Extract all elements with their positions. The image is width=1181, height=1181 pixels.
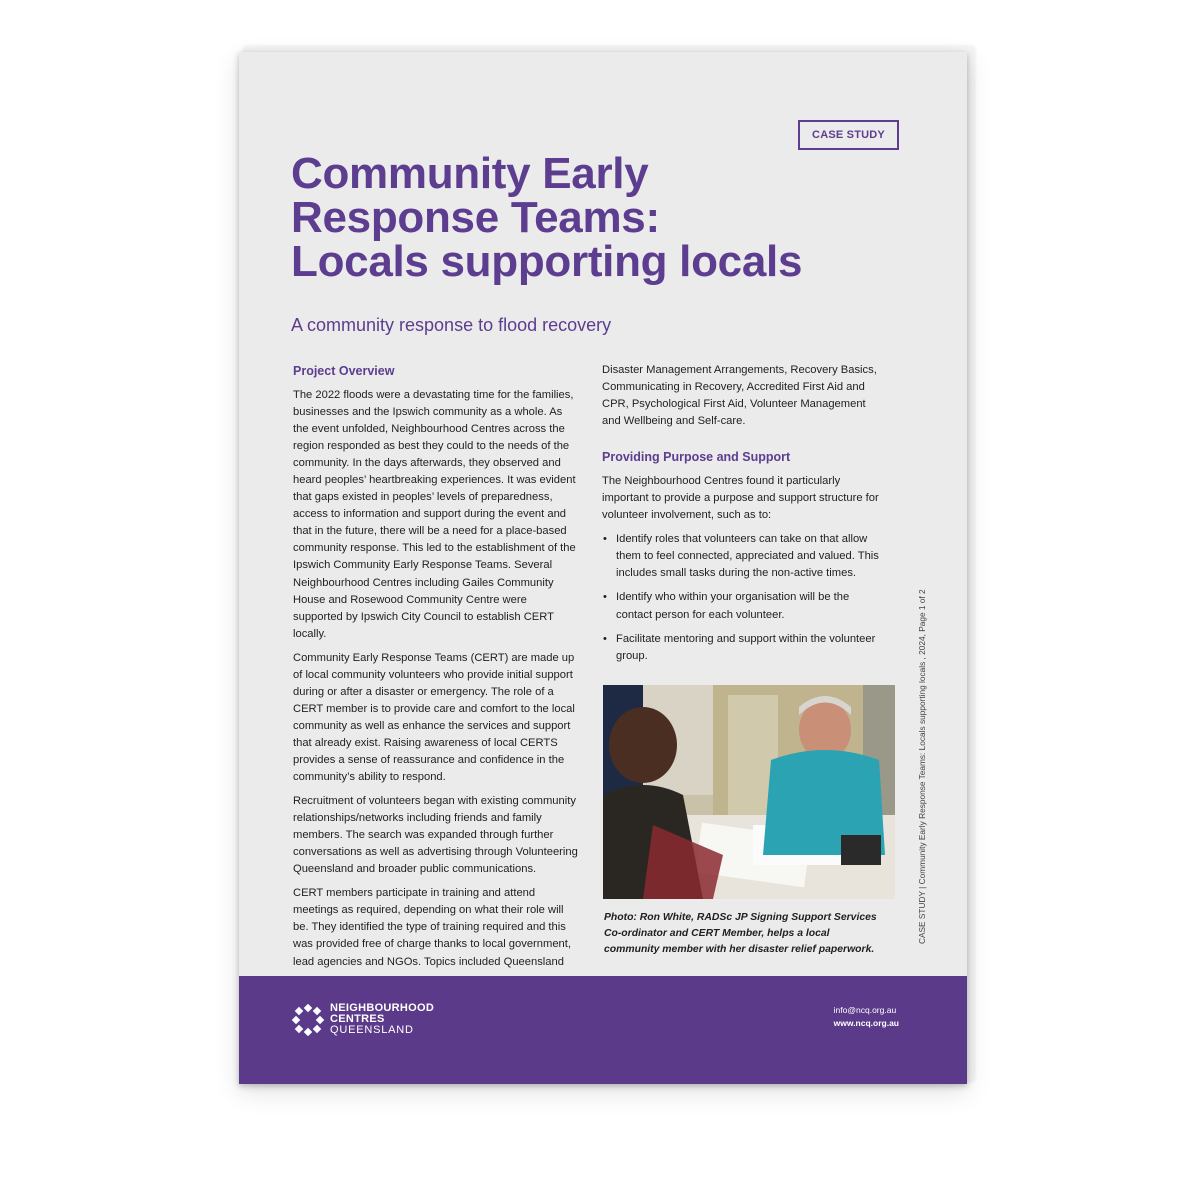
title-line: Community Early xyxy=(291,149,649,198)
ncq-logo xyxy=(292,1003,434,1036)
paragraph: Community Early Response Teams (CERT) are made up of local community volunteers who provide initial support during or after a disaster or emergency. The role of a CERT member is to provide care and comfort to the local community as well as enhance the services and support that already exist. Raising awareness of local CERTS provides a sense of reassurance and confidence in the community’s ability to respond. xyxy=(293,651,575,784)
ncq-logo-wordmark: NEIGHBOURHOOD CENTRES QUEENSLAND xyxy=(330,1002,435,1036)
email-link[interactable]: info@ncq.org.au xyxy=(833,1005,897,1015)
list-item: • Identify roles that volunteers can take on that allow them to feel connected, appreciated and valued. This includes small tasks during the non-active times. xyxy=(602,531,882,582)
paragraph: The 2022 floods were a devastating time for the families, businesses and the Ipswich community as a whole. As the event unfolded, Neighbourhood Centres across the region responded as best they could to the needs of the community. In the days afterwards, they observed and heard peoples’ heartbreaking experiences. It was evident that gaps existed in peoples’ levels of preparedness, access to information and support during the event and that in the future, there will be a need for a place-based community response. This led to the establishment of the Ipswich Community Early Response Teams. Several Neighbourhood Centres including Gailes Community House and Rosewood Community Centre were supported by Ipswich City Council to establish CERT locally. xyxy=(293,389,576,640)
website-link[interactable]: www.ncq.org.au xyxy=(833,1018,899,1028)
photo-illustration xyxy=(603,685,895,899)
title-line: Response Teams: xyxy=(291,193,660,242)
list-item: • Identify who within your organisation will be the contact person for each volunteer. xyxy=(602,589,882,623)
page-footer xyxy=(239,976,967,1084)
list-item: • Facilitate mentoring and support within the volunteer group. xyxy=(602,631,882,665)
volunteer-photo xyxy=(603,685,895,899)
page-title xyxy=(291,149,851,286)
right-column xyxy=(602,362,882,672)
paragraph: The Neighbourhood Centres found it particularly important to provide a purpose and support structure for volunteer involvement, such as to: xyxy=(602,475,879,522)
section-heading-overview: Project Overview xyxy=(293,364,395,378)
contact-info xyxy=(834,1004,899,1030)
bullet-list xyxy=(602,531,882,664)
title-line: Locals supporting locals xyxy=(291,237,803,286)
paragraph: Disaster Management Arrangements, Recovery Basics, Communicating in Recovery, Accredited First Aid and CPR, Psychological First Aid, Volunteer Management and Wellbeing and Self-care. xyxy=(602,364,877,428)
case-study-badge: CASE STUDY xyxy=(798,120,899,150)
paragraph: Recruitment of volunteers began with existing community relationships/networks including friends and family members. The search was expanded through further conversations as well as advertising through Volunteering Queensland and broader public communications. xyxy=(293,795,578,876)
document-page xyxy=(239,52,967,1084)
side-footer-note: CASE STUDY | Community Early Response Teams: Locals supporting locals , 2024, Page 1 of 2 xyxy=(917,589,927,944)
paragraph: CERT members participate in training and attend meetings as required, depending on what their role will be. They identified the type of training required and this was provided free of charge thanks to local government, lead agencies and NGOs. Topics included Queensland xyxy=(293,887,571,968)
page-subtitle: A community response to flood recovery xyxy=(291,315,612,335)
photo-caption: Photo: Ron White, RADSc JP Signing Support Services Co-ordinator and CERT Member, helps a local community member with her disaster relief paperwork. xyxy=(604,912,877,955)
left-column xyxy=(293,362,578,978)
ncq-logo-icon xyxy=(292,1004,324,1036)
section-heading-purpose: Providing Purpose and Support xyxy=(602,450,791,465)
